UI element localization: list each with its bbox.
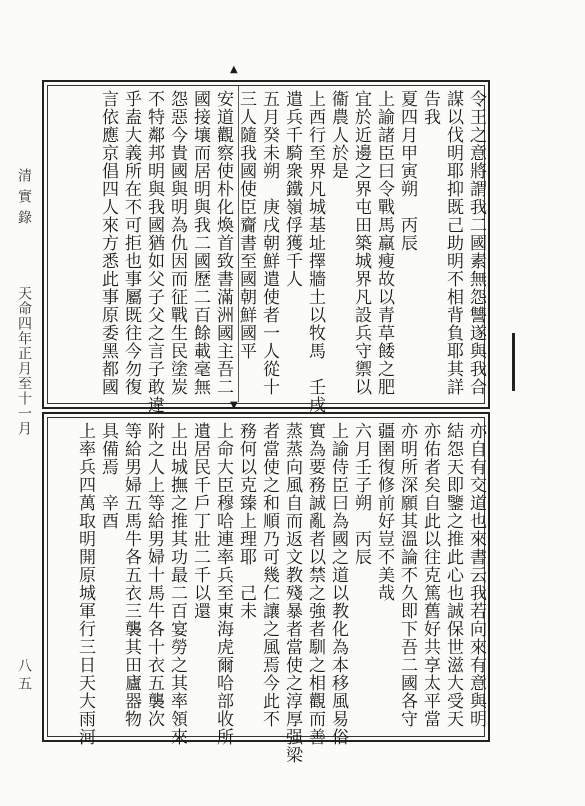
text-column: 上出城撫之推其功最二百宴勞之其率領來 <box>167 422 187 746</box>
text-column: 夏四月甲寅朔 丙辰 <box>397 90 417 252</box>
text-column: 附之人上等給男婦十馬牛各十衣五襲次 <box>144 422 164 728</box>
text-column: 謀以伐明耶抑既己助明不相背負耶其詳 <box>443 90 463 396</box>
text-column: 亦佑者矣自此以往克篤舊好共享太平當 <box>420 422 440 728</box>
text-column: 者當使之和順乃可幾仁讓之風焉今此不 <box>259 422 279 728</box>
text-column: 具備焉 辛酉 <box>98 422 118 530</box>
text-column: 上率兵四萬取明開原城軍行三日天大雨河 <box>75 422 95 746</box>
text-column: 上諭侍臣曰為國之道以教化為本移風易俗 <box>328 422 348 746</box>
text-column: 三人隨我國使臣齎書至國朝鮮國平 <box>236 90 256 360</box>
text-column: 等給男婦五馬牛各五衣三襲其田廬器物 <box>121 422 141 728</box>
text-column: 五月癸未朔 庚戌朝鮮遣使者一人從十 <box>259 90 279 396</box>
text-column: 言依應京倡四人來方悉此事原委黑都國 <box>98 90 118 396</box>
text-column: 實為要務誠亂者以禁之強者馴之相觀而善 <box>305 422 325 746</box>
arrow-mark-up: ▲ <box>230 64 238 75</box>
arrow-mark-down: ▼ <box>230 400 238 411</box>
text-column: 結怨天即鑒之推此心也誠保世滋大受天 <box>443 422 463 728</box>
text-column: 遣兵千騎衆鐵嶺俘獲千人 <box>282 90 302 288</box>
text-column: 上命大臣穆哈連率兵至東海虎爾哈部收所 <box>213 422 233 746</box>
text-column: 國接壤而居明與我二國歷二百餘載毫無 <box>190 90 210 396</box>
text-column: 不特鄰邦明與我國猶如父子父之言子敢違 <box>144 90 164 414</box>
chapter-title: 天命四年正月至十一月 <box>16 286 32 436</box>
fold-line <box>512 333 515 391</box>
text-column: 上西行至界凡城基址擇牆土以牧馬 壬戌 <box>305 90 325 414</box>
text-column: 令王之意將謂我二國素無怨讐遂與我合 <box>466 90 486 396</box>
text-column: 務何以克臻上理耶 己未 <box>236 422 256 620</box>
text-column: 上諭諸臣曰令戰馬羸瘦故以青草餧之肥 <box>374 90 394 396</box>
text-column: 安道觀察使朴化煥首致書滿洲國主吾二 <box>213 90 233 396</box>
book-title: 清實錄 <box>16 168 32 231</box>
text-column: 蒸蒸向風自而返文教殘暴者當使之淳厚强梁 <box>282 422 302 764</box>
text-column: 告我 <box>420 90 440 126</box>
text-column: 宜於近邊之界屯田築城界凡設兵守禦以 <box>351 90 371 396</box>
text-column: 衞農人於是 <box>328 90 348 180</box>
text-column: 怨惡今貴國與明為仇因而征戰生民塗炭 <box>167 90 187 396</box>
page-number: 八五 <box>16 658 32 694</box>
text-column: 亦自有交道也來書云我若向來有意與明 <box>466 422 486 728</box>
text-column: 六月壬子朔 丙辰 <box>351 422 371 566</box>
text-column: 遺居民千戶丁壯二千以還 <box>190 422 210 620</box>
text-column: 疆圉復修前好豈不美哉 <box>374 422 394 602</box>
text-column: 乎盍大義所在不可拒也事屬既往今勿復 <box>121 90 141 396</box>
text-column: 亦明所深願其溫論不久即下吾二國各守 <box>397 422 417 728</box>
